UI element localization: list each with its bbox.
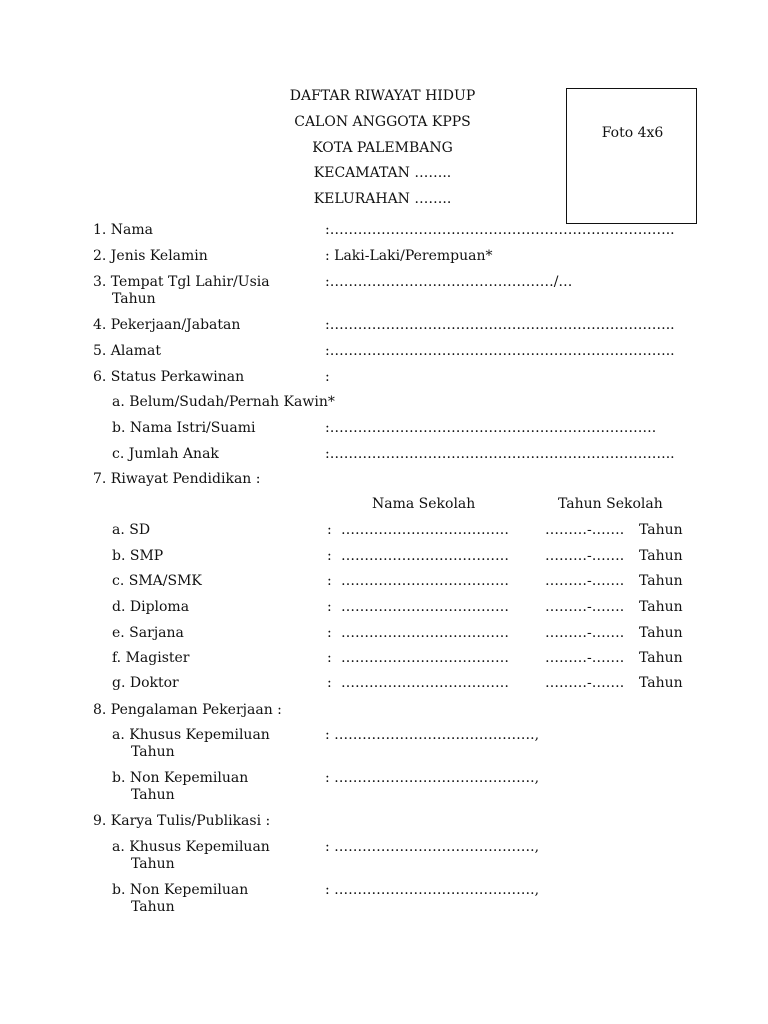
edu-row-label: d. Diploma — [112, 599, 190, 615]
pendidikan-label: 7. Riwayat Pendidikan : — [93, 471, 261, 487]
edu-row-colon: : — [327, 675, 332, 691]
alamat-field[interactable]: :……………………………………………………………….. — [325, 343, 675, 359]
edu-row-label: a. SD — [112, 522, 151, 538]
status-label: 6. Status Perkawinan — [93, 369, 245, 385]
karya-label: 9. Karya Tulis/Publikasi : — [93, 813, 271, 829]
ttl-label: 3. Tempat Tgl Lahir/Usia — [93, 274, 270, 290]
edu-row-colon: : — [327, 650, 332, 666]
pengalaman-b-field[interactable]: : ……………………………………., — [325, 770, 540, 786]
edu-row-school[interactable]: ……………………………… — [341, 675, 509, 691]
edu-row-school[interactable]: ……………………………… — [341, 573, 509, 589]
edu-row-colon: : — [327, 522, 332, 538]
jumlah-anak-field[interactable]: :……………………………………………………………….. — [325, 446, 675, 462]
pengalaman-a-label: a. Khusus Kepemiluan — [112, 727, 270, 743]
karya-b-cont: Tahun — [131, 899, 175, 915]
edu-row-tahun: Tahun — [639, 675, 683, 691]
title-line-5: KELURAHAN …….. — [313, 191, 452, 207]
title-line-4: KECAMATAN …….. — [313, 165, 452, 181]
edu-row-years[interactable]: ………-……. — [545, 599, 625, 615]
edu-row-years[interactable]: ………-……. — [545, 675, 625, 691]
edu-row-school[interactable]: ……………………………… — [341, 599, 509, 615]
ttl-label-cont: Tahun — [112, 291, 156, 307]
karya-b-label: b. Non Kepemiluan — [112, 882, 249, 898]
edu-row-colon: : — [327, 548, 332, 564]
ttl-field[interactable]: :…………………………………………/… — [325, 274, 573, 290]
col-nama-sekolah: Nama Sekolah — [372, 496, 476, 512]
pengalaman-b-cont: Tahun — [131, 787, 175, 803]
pengalaman-a-field[interactable]: : ……………………………………., — [325, 727, 540, 743]
edu-row-label: g. Doktor — [112, 675, 179, 691]
edu-row-colon: : — [327, 573, 332, 589]
nama-istri-suami-field[interactable]: :……………………………………………………………. — [325, 420, 657, 436]
edu-row-colon: : — [327, 599, 332, 615]
jumlah-anak-label: c. Jumlah Anak — [112, 446, 219, 462]
alamat-label: 5. Alamat — [93, 343, 161, 359]
title-line-3: KOTA PALEMBANG — [312, 140, 453, 156]
edu-row-years[interactable]: ………-……. — [545, 522, 625, 538]
pekerjaan-label: 4. Pekerjaan/Jabatan — [93, 317, 241, 333]
photo-label: Foto 4x6 — [601, 125, 664, 141]
edu-row-label: f. Magister — [112, 650, 190, 666]
edu-row-school[interactable]: ……………………………… — [341, 548, 509, 564]
nama-istri-suami-label: b. Nama Istri/Suami — [112, 420, 256, 436]
pekerjaan-field[interactable]: :……………………………………………………………….. — [325, 317, 675, 333]
pengalaman-b-label: b. Non Kepemiluan — [112, 770, 249, 786]
jenis-kelamin-label: 2. Jenis Kelamin — [93, 248, 208, 264]
edu-row-school[interactable]: ……………………………… — [341, 650, 509, 666]
edu-row-years[interactable]: ………-……. — [545, 548, 625, 564]
status-option-a[interactable]: a. Belum/Sudah/Pernah Kawin* — [112, 394, 335, 410]
jenis-kelamin-field[interactable]: : Laki-Laki/Perempuan* — [325, 248, 493, 264]
karya-a-field[interactable]: : ……………………………………., — [325, 839, 540, 855]
edu-row-tahun: Tahun — [639, 599, 683, 615]
title-line-2: CALON ANGGOTA KPPS — [294, 114, 471, 130]
edu-row-tahun: Tahun — [639, 650, 683, 666]
nama-label: 1. Nama — [93, 222, 154, 238]
edu-row-tahun: Tahun — [639, 548, 683, 564]
edu-row-label: c. SMA/SMK — [112, 573, 202, 589]
pengalaman-a-cont: Tahun — [131, 744, 175, 760]
karya-b-field[interactable]: : ……………………………………., — [325, 882, 540, 898]
edu-row-label: e. Sarjana — [112, 625, 184, 641]
edu-row-label: b. SMP — [112, 548, 164, 564]
edu-row-school[interactable]: ……………………………… — [341, 625, 509, 641]
edu-row-years[interactable]: ………-……. — [545, 650, 625, 666]
edu-row-years[interactable]: ………-……. — [545, 573, 625, 589]
karya-a-cont: Tahun — [131, 856, 175, 872]
edu-row-colon: : — [327, 625, 332, 641]
pengalaman-label: 8. Pengalaman Pekerjaan : — [93, 702, 282, 718]
title-line-1: DAFTAR RIWAYAT HIDUP — [289, 88, 476, 104]
karya-a-label: a. Khusus Kepemiluan — [112, 839, 270, 855]
edu-row-school[interactable]: ……………………………… — [341, 522, 509, 538]
status-colon: : — [325, 369, 330, 385]
edu-row-years[interactable]: ………-……. — [545, 625, 625, 641]
edu-row-tahun: Tahun — [639, 625, 683, 641]
edu-row-tahun: Tahun — [639, 522, 683, 538]
photo-box — [566, 88, 697, 224]
nama-field[interactable]: :……………………………………………………………….. — [325, 222, 675, 238]
col-tahun-sekolah: Tahun Sekolah — [558, 496, 663, 512]
edu-row-tahun: Tahun — [639, 573, 683, 589]
